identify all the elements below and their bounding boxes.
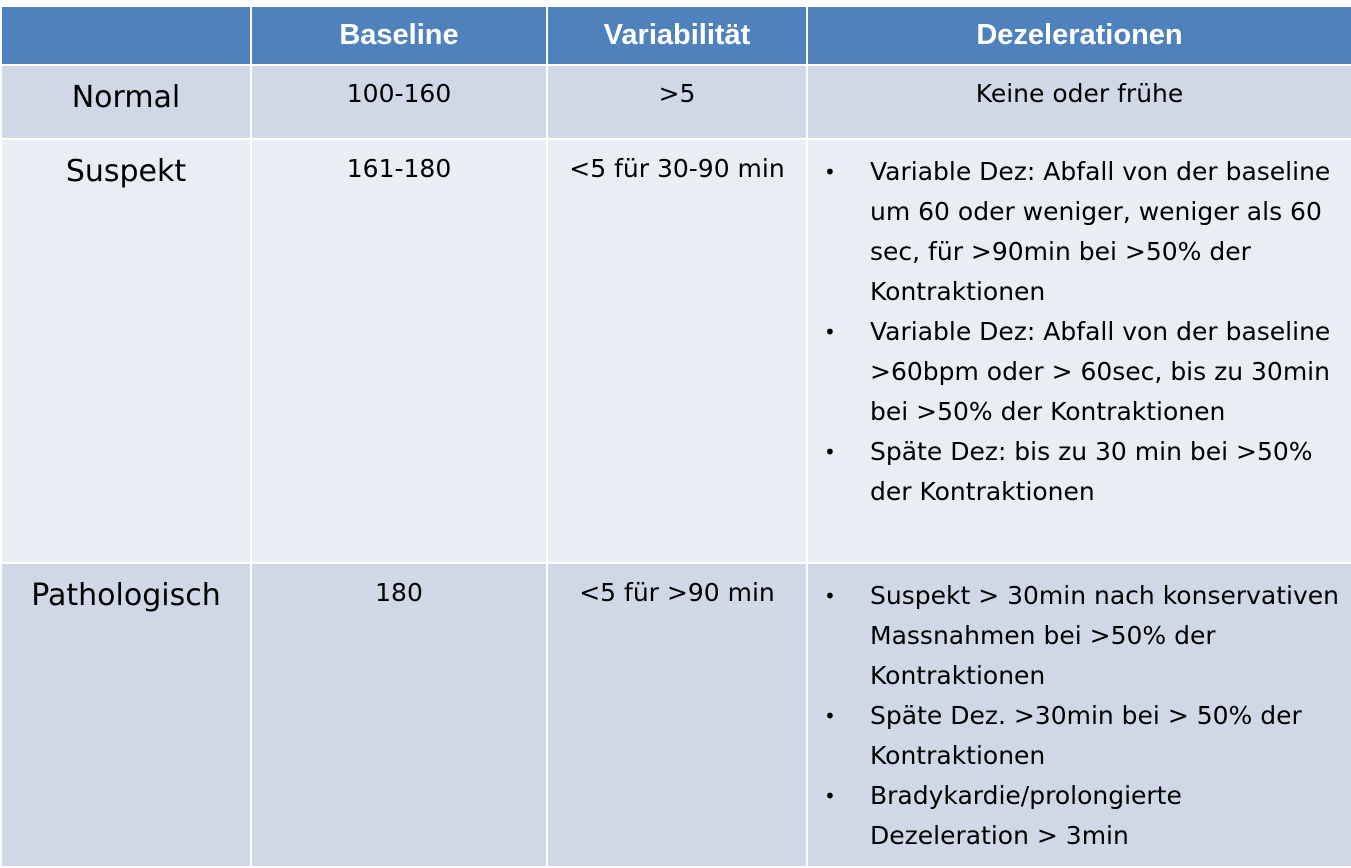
row-label-pathologisch: Pathologisch [1,563,251,867]
row-label-suspekt: Suspekt [1,139,251,563]
cell-baseline-pathologisch: 180 [251,563,547,867]
list-item: • Bradykardie/prolongierte Dezeleration > 3min [808,776,1341,856]
list-item: • Variable Dez: Abfall von der baseline >60bpm oder > 60sec, bis zu 30min bei >50% der Kontraktionen [808,312,1341,432]
cell-dezelerationen-normal: Keine oder frühe [807,65,1351,139]
header-row [1,6,1351,65]
cell-dezelerationen-pathologisch [807,563,1351,867]
bullet-icon: • [824,320,836,344]
bullet-list-suspekt [808,140,1351,562]
list-item: • Variable Dez: Abfall von der baseline um 60 oder weniger, weniger als 60 sec, für >90min bei >50% der Kontraktionen [808,152,1341,312]
ctg-classification-table [0,5,1351,868]
cell-variabilitaet-suspekt: <5 für 30-90 min [547,139,807,563]
header-dezelerationen: Dezelerationen [807,6,1351,65]
list-item: • Suspekt > 30min nach konservativen Massnahmen bei >50% der Kontraktionen [808,576,1341,696]
bullet-list-pathologisch [808,564,1351,866]
cell-variabilitaet-pathologisch: <5 für >90 min [547,563,807,867]
header-variabilitaet: Variabilität [547,6,807,65]
cell-baseline-normal: 100-160 [251,65,547,139]
cell-dezelerationen-suspekt [807,139,1351,563]
list-item: • Späte Dez: bis zu 30 min bei >50% der Kontraktionen [808,432,1341,512]
bullet-icon: • [824,160,836,184]
cell-variabilitaet-normal: >5 [547,65,807,139]
table-row-suspekt [1,139,1351,563]
header-empty [1,6,251,65]
bullet-icon: • [824,584,836,608]
row-label-normal: Normal [1,65,251,139]
list-item: • Späte Dez. >30min bei > 50% der Kontraktionen [808,696,1341,776]
bullet-icon: • [824,440,836,464]
table-row-normal [1,65,1351,139]
header-baseline: Baseline [251,6,547,65]
table-row-pathologisch [1,563,1351,867]
bullet-icon: • [824,704,836,728]
cell-baseline-suspekt: 161-180 [251,139,547,563]
bullet-icon: • [824,784,836,808]
